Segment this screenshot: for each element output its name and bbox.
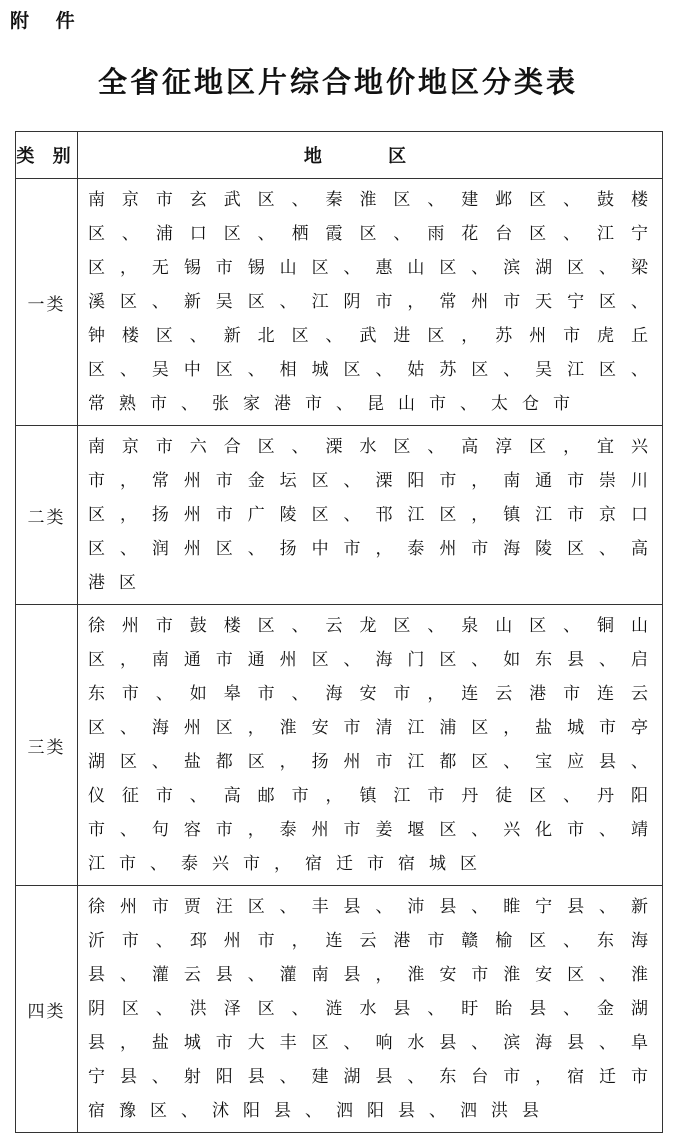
category-cell: 一类 [16, 179, 78, 426]
regions-cell: 徐州市鼓楼区、云龙区、泉山区、铜山区，南通市通州区、海门区、如东县、启东市、如皋市、海安市，连云港市连云区、海州区，淮安市清江浦区，盐城市亭湖区、盐都区，扬州市江都区、宝应县、仪征市、高邮市，镇江市丹徒区、丹阳市、句容市，泰州市姜堰区、兴化市、靖江市、泰兴市，宿迁市宿城区 [78, 605, 663, 886]
table-row [16, 426, 663, 605]
category-cell: 四类 [16, 886, 78, 1133]
table-header [16, 132, 663, 179]
table-row [16, 886, 663, 1133]
regions-cell: 徐州市贾汪区、丰县、沛县、睢宁县、新沂市、邳州市，连云港市赣榆区、东海县、灌云县、灌南县，淮安市淮安区、淮阴区、洪泽区、涟水县、盱眙县、金湖县，盐城市大丰区、响水县、滨海县、阜宁县、射阳县、建湖县、东台市，宿迁市宿豫区、沭阳县、泗阳县、泗洪县 [78, 886, 663, 1133]
table-row [16, 179, 663, 426]
regions-cell: 南京市玄武区、秦淮区、建邺区、鼓楼区、浦口区、栖霞区、雨花台区、江宁区，无锡市锡山区、惠山区、滨湖区、梁溪区、新吴区、江阴市，常州市天宁区、钟楼区、新北区、武进区，苏州市虎丘区、吴中区、相城区、姑苏区、吴江区、常熟市、张家港市、昆山市、太仓市 [78, 179, 663, 426]
document-title: 全省征地区片综合地价地区分类表 [97, 65, 578, 99]
regions-cell: 南京市六合区、溧水区、高淳区，宜兴市，常州市金坛区、溧阳市，南通市崇川区，扬州市广陵区、邗江区，镇江市京口区、润州区、扬中市，泰州市海陵区、高港区 [78, 426, 663, 605]
category-cell: 三类 [16, 605, 78, 886]
category-cell: 二类 [16, 426, 78, 605]
classification-table [15, 131, 663, 1133]
column-header-category: 类 别 [16, 132, 78, 179]
attachment-label: 附 件 [10, 10, 85, 32]
column-header-region: 地 区 [78, 132, 663, 179]
table-row [16, 605, 663, 886]
